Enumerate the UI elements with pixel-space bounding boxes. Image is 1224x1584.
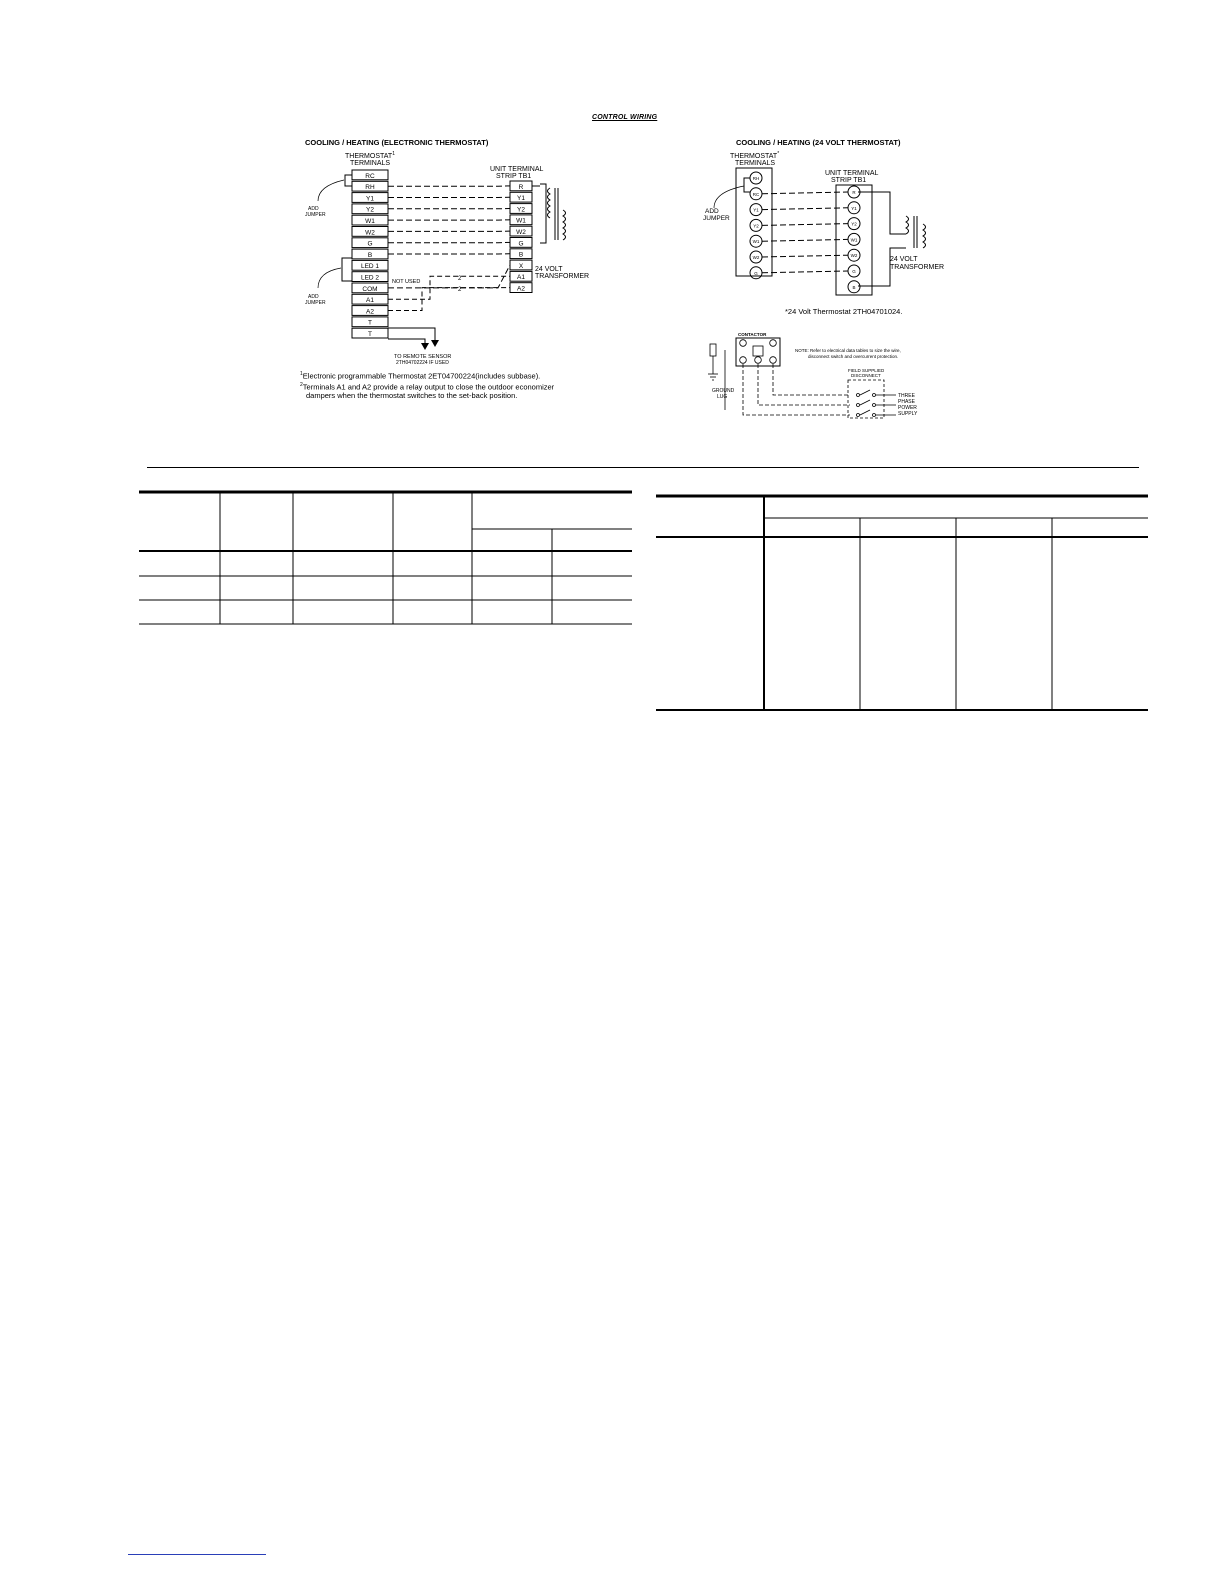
- left-unit-terminal-label: A1: [517, 274, 525, 282]
- ground-symbol: [708, 344, 718, 380]
- left-transformer: [540, 184, 566, 243]
- left-wiring-diagram: [290, 128, 630, 368]
- left-unit-terminal-label: Y1: [517, 195, 525, 203]
- sensor-arrow: [431, 340, 439, 347]
- power-conductors: [725, 350, 850, 415]
- ground-label-2: LUG: [717, 394, 728, 400]
- right-thermostat-terminal-label: RC: [752, 191, 760, 197]
- supply-label: THREE: [898, 393, 915, 399]
- left-unit-terminal-label: A2: [517, 285, 525, 293]
- right-unit-terminal-label: W1: [850, 237, 858, 243]
- supply-label-4: SUPPLY: [898, 411, 918, 417]
- sensor-label: TO REMOTE SENSOR: [394, 354, 452, 360]
- not-used-label: NOT USED: [392, 279, 421, 285]
- left-thermostat-terminal-label: Y2: [366, 206, 374, 214]
- left-jumper-label-4: JUMPER: [305, 300, 326, 306]
- left-unit-terminal-label: B: [518, 251, 524, 259]
- right-jumper-label-2: JUMPER: [703, 215, 730, 222]
- contactor-screws: [740, 340, 777, 364]
- control-wire: [762, 192, 848, 194]
- sensor-wire: [388, 339, 425, 343]
- left-thermostat-terminal-label: T: [368, 319, 372, 327]
- right-thermostat-terminal-label: Y2: [753, 223, 759, 229]
- right-jumper-leader: [714, 186, 744, 208]
- right-thermostat-terminal-label: W2: [752, 255, 760, 260]
- right-footnote: *24 Volt Thermostat 2TH04701024.: [785, 307, 903, 316]
- left-thermostat-terminal-label: RC: [365, 172, 375, 180]
- left-thermostat-terminal-label: COM: [362, 285, 378, 293]
- right-unit-terminal-label: R: [852, 190, 856, 195]
- right-unit-terminal-label: G: [852, 269, 856, 274]
- right-strip-label: UNIT TERMINAL: [825, 170, 879, 177]
- right-strip-label-2: STRIP TB1: [831, 177, 867, 184]
- right-unit-terminal-label: B: [852, 284, 856, 290]
- right-thermostat-terminals: [750, 172, 762, 279]
- left-strip-label-2: STRIP TB1: [496, 173, 532, 180]
- right-thermostat-terminal-label: W1: [752, 239, 760, 245]
- right-diagram-heading: COOLING / HEATING (24 VOLT THERMOSTAT): [736, 138, 901, 147]
- left-thermostat-terminal-label: A1: [366, 297, 374, 305]
- left-strip-label: UNIT TERMINAL: [490, 166, 544, 173]
- right-unit-terminals: [848, 186, 860, 293]
- disconnect-label-2: DISCONNECT: [851, 373, 881, 378]
- disconnect-label: FIELD SUPPLIED: [848, 368, 885, 373]
- bottom-link-underline: [128, 1554, 266, 1555]
- right-thermostat-label-2: TERMINALS: [735, 160, 776, 167]
- left-unit-terminal-label: Y2: [517, 206, 525, 214]
- page-title: CONTROL WIRING: [592, 114, 658, 121]
- left-unit-terminal-label: W2: [516, 229, 526, 236]
- left-jumper-label-2: JUMPER: [305, 212, 326, 218]
- left-unit-terminal-strip: [510, 181, 532, 293]
- note-marker: 2: [458, 276, 462, 282]
- sensor-wire: [388, 328, 435, 340]
- left-jumper-leader-2: [318, 268, 341, 288]
- right-data-table: [656, 494, 1150, 716]
- right-jumper-label: ADD: [705, 208, 719, 215]
- footnote-2-cont: dampers when the thermostat switches to the set-back position.: [306, 391, 518, 400]
- supply-label-3: POWER: [898, 405, 917, 411]
- sensor-label-2: 2TH04702224 IF USED: [396, 360, 449, 366]
- right-control-wires: [762, 192, 848, 273]
- power-note-2: disconnect switch and overcurrent protection.: [808, 354, 899, 359]
- ground-label: GROUND: [712, 388, 735, 394]
- left-transformer-label-2: TRANSFORMER: [535, 273, 590, 280]
- right-wiring-diagram: [700, 130, 970, 325]
- left-data-table: [139, 490, 634, 630]
- footnote-1: $^1$Electronic programmable Thermostat 2ET04700224(includes subbase).: [300, 371, 541, 381]
- left-unit-terminal-label: R: [518, 183, 524, 191]
- contactor-label: CONTACTOR: [738, 332, 767, 337]
- left-thermostat-terminal-label: T: [368, 331, 372, 338]
- left-thermostat-terminal-label: W1: [365, 218, 375, 225]
- control-wire: [762, 271, 848, 273]
- left-thermostat-terminal-label: LED 2: [360, 274, 380, 282]
- right-thermostat-label: THERMOSTAT*: [730, 151, 780, 160]
- right-thermostat-terminal-label: G: [754, 270, 758, 276]
- left-thermostat-terminal-label: B: [367, 251, 373, 259]
- left-thermostat-label: THERMOSTAT$^1$: [345, 151, 395, 160]
- control-wire: [762, 224, 848, 226]
- contactor-body: [736, 338, 780, 366]
- left-unit-terminal-label: W1: [516, 217, 526, 225]
- supply-label-2: PHASE: [898, 399, 915, 405]
- left-thermostat-terminal-label: Y1: [366, 195, 374, 203]
- contactor-core: [753, 346, 763, 356]
- power-note: NOTE: Refer to electrical data tables to size the wire,: [795, 348, 901, 353]
- sensor-arrow: [421, 343, 429, 350]
- left-thermostat-label-2: TERMINALS: [350, 160, 391, 167]
- control-wire: [762, 239, 848, 241]
- footnote-2: $^2$Terminals A1 and A2 provide a relay output to close the outdoor economizer: [300, 381, 555, 391]
- left-thermostat-terminal-label: RH: [365, 184, 375, 192]
- control-wire: [762, 208, 848, 210]
- left-transformer-label: 24 VOLT: [535, 266, 563, 273]
- right-transformer: [858, 192, 926, 286]
- left-jumper-label-3: ADD: [308, 294, 319, 300]
- right-unit-terminal-label: Y1: [851, 205, 857, 211]
- right-jumper: [744, 178, 750, 192]
- left-thermostat-terminal-label: LED 1: [360, 263, 380, 271]
- right-unit-terminal-label: W2: [850, 253, 858, 259]
- left-jumper-2: [342, 258, 352, 281]
- left-thermostat-terminal-block: [352, 170, 388, 338]
- right-transformer-label: 24 VOLT: [890, 256, 918, 263]
- left-jumper-leader-1: [318, 180, 344, 201]
- right-transformer-label-2: TRANSFORMER: [890, 264, 945, 271]
- left-jumper-label: ADD: [308, 206, 319, 212]
- left-diagram-heading: COOLING / HEATING (ELECTRONIC THERMOSTAT): [305, 138, 489, 147]
- right-thermostat-terminal-label: Y1: [753, 207, 759, 213]
- disconnect-switches: [857, 390, 897, 417]
- left-thermostat-terminal-label: A2: [366, 308, 374, 316]
- power-wiring-diagram: [700, 330, 980, 425]
- left-thermostat-terminal-label: W2: [365, 229, 375, 237]
- right-unit-terminal-label: Y2: [851, 221, 857, 227]
- left-thermostat-terminal-label: G: [367, 240, 373, 248]
- note-marker: 2: [458, 287, 462, 293]
- left-footnotes: [300, 370, 630, 400]
- right-thermostat-terminal-label: RH: [752, 176, 760, 181]
- control-wire: [762, 255, 848, 257]
- left-jumper-1: [345, 175, 352, 186]
- left-unit-terminal-label: X: [518, 262, 524, 270]
- section-divider: [147, 467, 1139, 468]
- left-unit-terminal-label: G: [518, 240, 524, 248]
